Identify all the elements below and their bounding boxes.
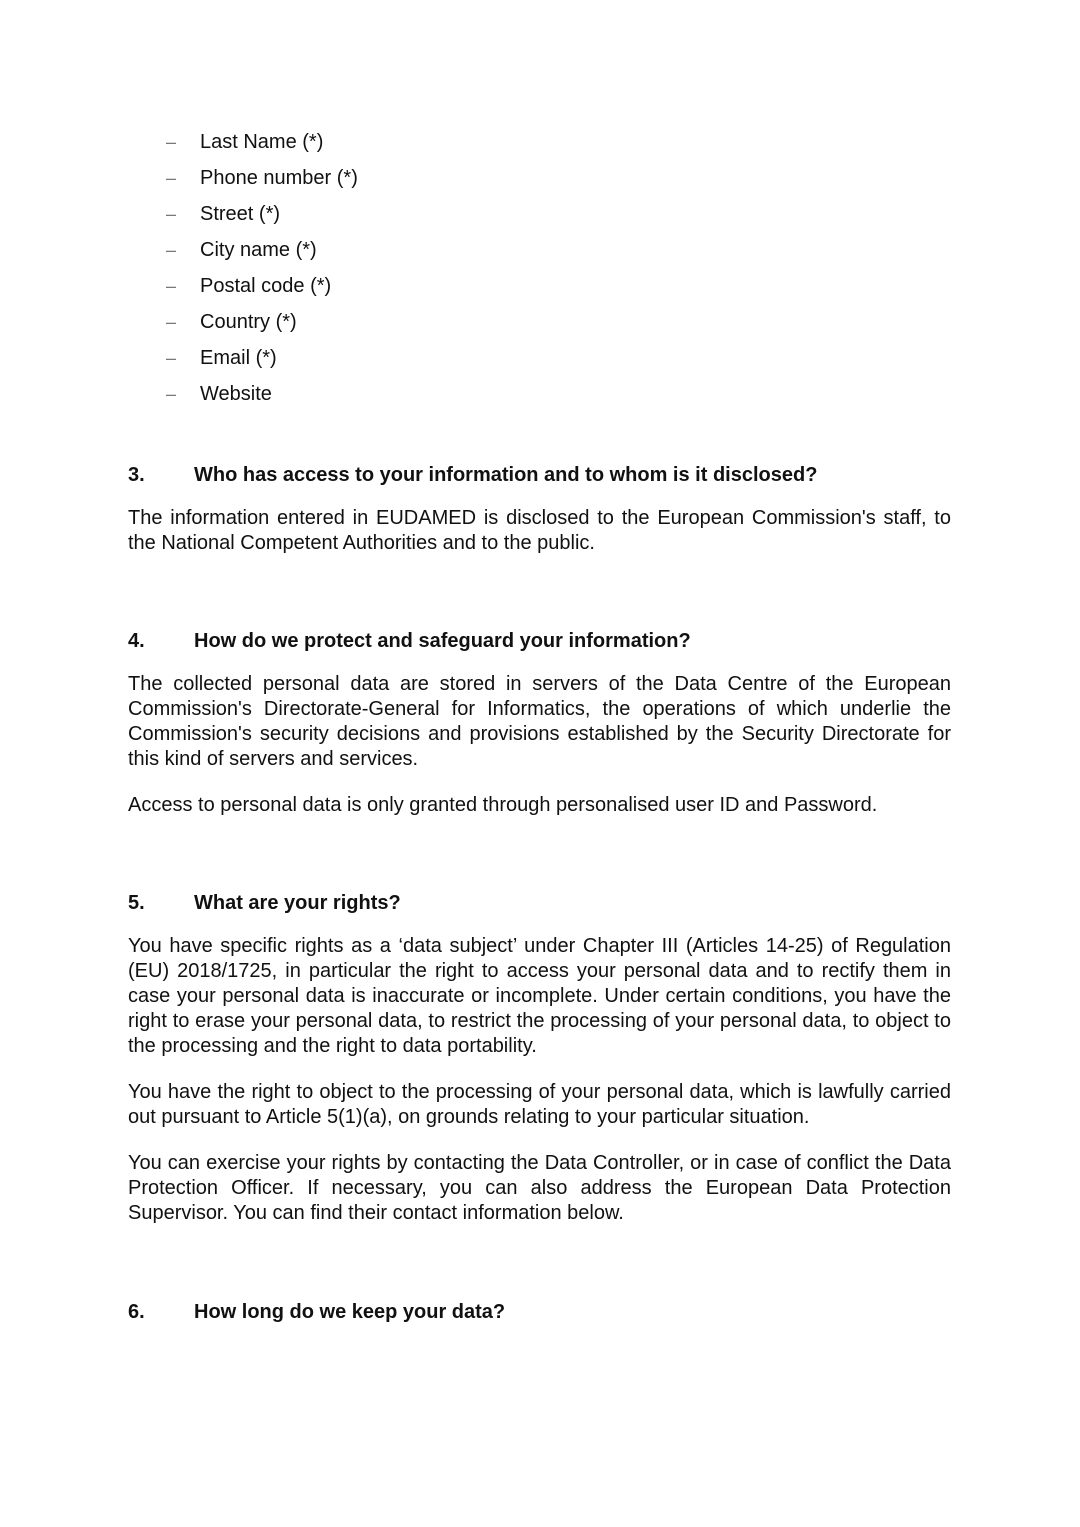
dash-bullet-icon: – [166, 204, 177, 224]
contact-fields-list [0, 124, 1080, 412]
section-heading [128, 1297, 951, 1327]
dash-bullet-icon: – [166, 348, 177, 368]
list-item-text: Phone number (*) [200, 167, 358, 189]
section-title: How do we protect and safeguard your information? [194, 630, 691, 652]
list-item-text: Website [200, 383, 272, 405]
list-item-text: Email (*) [200, 347, 277, 369]
section-title: How long do we keep your data? [194, 1301, 506, 1323]
dash-bullet-icon: – [166, 168, 177, 188]
dash-bullet-icon: – [166, 240, 177, 260]
section-rights [128, 888, 951, 1226]
section-number: 4. [128, 630, 145, 652]
list-item-text: Street (*) [200, 203, 281, 225]
list-item [0, 304, 1080, 340]
section-retention [128, 1297, 951, 1327]
section-access-disclosure [128, 460, 951, 556]
paragraph: The collected personal data are stored in servers of the Data Centre of the European Commission's Directorate-General for Informatics, the operations of which underlie the Commission's security decisions and provisions established by the Security Directorate for this kind of servers and services. [128, 673, 951, 770]
paragraph: Access to personal data is only granted through personalised user ID and Password. [128, 794, 878, 816]
list-item [0, 160, 1080, 196]
list-item-text: Last Name (*) [200, 131, 324, 153]
list-item-text: Postal code (*) [200, 275, 332, 297]
section-heading [128, 888, 951, 918]
section-heading [128, 460, 951, 490]
section-number: 3. [128, 464, 145, 486]
list-item [0, 376, 1080, 412]
list-item [0, 196, 1080, 232]
section-protection [128, 626, 951, 818]
section-number: 6. [128, 1301, 145, 1323]
list-item [0, 232, 1080, 268]
section-heading [128, 626, 951, 656]
paragraph: You can exercise your rights by contacting the Data Controller, or in case of conflict the Data Protection Officer. If necessary, you can also address the European Data Protection Supervisor. You can find their contact information below. [128, 1152, 951, 1224]
dash-bullet-icon: – [166, 132, 177, 152]
section-number: 5. [128, 892, 145, 914]
dash-bullet-icon: – [166, 384, 177, 404]
list-item [0, 124, 1080, 160]
paragraph: The information entered in EUDAMED is disclosed to the European Commission's staff, to the National Competent Authorities and to the public. [128, 507, 951, 554]
section-title: Who has access to your information and to whom is it disclosed? [194, 464, 818, 486]
list-item [0, 268, 1080, 304]
list-item [0, 340, 1080, 376]
dash-bullet-icon: – [166, 276, 177, 296]
dash-bullet-icon: – [166, 312, 177, 332]
paragraph: You have specific rights as a ‘data subject’ under Chapter III (Articles 14-25) of Regulation (EU) 2018/1725, in particular the right to access your personal data and to rectify them in case your personal data is inaccurate or incomplete. Under certain conditions, you have the right to erase your personal data, to restrict the processing of your personal data, to object to the processing and the right to data portability. [128, 935, 951, 1057]
list-item-text: Country (*) [200, 311, 297, 333]
section-title: What are your rights? [194, 892, 401, 914]
list-item-text: City name (*) [200, 239, 317, 261]
paragraph: You have the right to object to the processing of your personal data, which is lawfully carried out pursuant to Article 5(1)(a), on grounds relating to your particular situation. [128, 1081, 951, 1128]
